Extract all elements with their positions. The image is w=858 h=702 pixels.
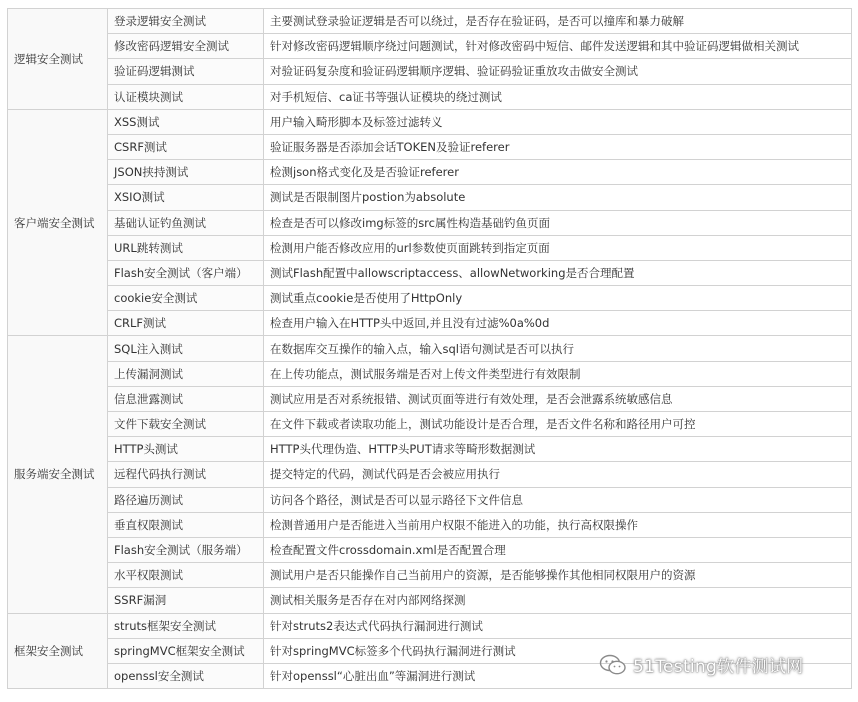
test-description-cell: 针对修改密码逻辑顺序绕过问题测试，针对修改密码中短信、邮件发送逻辑和其中验证码逻辑做相关测试 <box>264 34 852 59</box>
test-item-cell: SQL注入测试 <box>108 336 264 361</box>
table-row <box>8 185 852 210</box>
test-item-cell: URL跳转测试 <box>108 235 264 260</box>
test-item-cell: 认证模块测试 <box>108 84 264 109</box>
test-description-cell: 在文件下载或者读取功能上，测试功能设计是否合理，是否文件名称和路径用户可控 <box>264 412 852 437</box>
test-item-cell: 文件下载安全测试 <box>108 412 264 437</box>
table-row <box>8 462 852 487</box>
test-item-cell: 信息泄露测试 <box>108 386 264 411</box>
category-cell: 服务端安全测试 <box>8 336 108 613</box>
test-description-cell: 在上传功能点，测试服务端是否对上传文件类型进行有效限制 <box>264 361 852 386</box>
test-description-cell: 提交特定的代码，测试代码是否会被应用执行 <box>264 462 852 487</box>
test-item-cell: XSIO测试 <box>108 185 264 210</box>
table-row <box>8 286 852 311</box>
test-item-cell: CSRF测试 <box>108 134 264 159</box>
test-item-cell: Flash安全测试（服务端） <box>108 537 264 562</box>
table-row <box>8 34 852 59</box>
test-description-cell: 对手机短信、ca证书等强认证模块的绕过测试 <box>264 84 852 109</box>
test-description-cell: 在数据库交互操作的输入点，输入sql语句测试是否可以执行 <box>264 336 852 361</box>
test-description-cell: HTTP头代理伪造、HTTP头PUT请求等畸形数据测试 <box>264 437 852 462</box>
test-item-cell: struts框架安全测试 <box>108 613 264 638</box>
test-description-cell: 检测用户能否修改应用的url参数使页面跳转到指定页面 <box>264 235 852 260</box>
security-test-table-wrapper <box>7 8 851 689</box>
table-row <box>8 9 852 34</box>
test-description-cell: 测试Flash配置中allowscriptaccess、allowNetworking是否合理配置 <box>264 260 852 285</box>
table-row <box>8 260 852 285</box>
test-description-cell: 测试应用是否对系统报错、测试页面等进行有效处理，是否会泄露系统敏感信息 <box>264 386 852 411</box>
test-item-cell: cookie安全测试 <box>108 286 264 311</box>
security-test-table <box>7 8 852 689</box>
test-item-cell: 登录逻辑安全测试 <box>108 9 264 34</box>
test-item-cell: 垂直权限测试 <box>108 512 264 537</box>
test-description-cell: 测试相关服务是否存在对内部网络探测 <box>264 588 852 613</box>
table-row <box>8 412 852 437</box>
table-row <box>8 160 852 185</box>
table-row <box>8 437 852 462</box>
test-item-cell: 水平权限测试 <box>108 563 264 588</box>
table-row <box>8 386 852 411</box>
category-cell: 逻辑安全测试 <box>8 9 108 110</box>
test-item-cell: 基础认证钓鱼测试 <box>108 210 264 235</box>
test-description-cell: 测试重点cookie是否使用了HttpOnly <box>264 286 852 311</box>
test-item-cell: 路径遍历测试 <box>108 487 264 512</box>
test-item-cell: XSS测试 <box>108 109 264 134</box>
table-row <box>8 512 852 537</box>
test-item-cell: 验证码逻辑测试 <box>108 59 264 84</box>
watermark <box>599 652 804 677</box>
test-item-cell: 上传漏洞测试 <box>108 361 264 386</box>
test-item-cell: 远程代码执行测试 <box>108 462 264 487</box>
table-row <box>8 336 852 361</box>
test-item-cell: springMVC框架安全测试 <box>108 638 264 663</box>
security-test-table-body <box>8 9 852 689</box>
test-description-cell: 对验证码复杂度和验证码逻辑顺序逻辑、验证码验证重放攻击做安全测试 <box>264 59 852 84</box>
test-item-cell: openssl安全测试 <box>108 663 264 688</box>
test-description-cell: 针对struts2表达式代码执行漏洞进行测试 <box>264 613 852 638</box>
test-description-cell: 测试用户是否只能操作自己当前用户的资源，是否能够操作其他相同权限用户的资源 <box>264 563 852 588</box>
table-row <box>8 537 852 562</box>
test-item-cell: 修改密码逻辑安全测试 <box>108 34 264 59</box>
test-description-cell: 检查用户输入在HTTP头中返回,并且没有过滤%0a%0d <box>264 311 852 336</box>
table-row <box>8 563 852 588</box>
table-row <box>8 210 852 235</box>
test-description-cell: 检测普通用户是否能进入当前用户权限不能进入的功能，执行高权限操作 <box>264 512 852 537</box>
test-item-cell: HTTP头测试 <box>108 437 264 462</box>
test-description-cell: 针对openssl“心脏出血”等漏洞进行测试 <box>264 663 852 688</box>
table-row <box>8 613 852 638</box>
test-description-cell: 检查配置文件crossdomain.xml是否配置合理 <box>264 537 852 562</box>
test-description-cell: 用户输入畸形脚本及标签过滤转义 <box>264 109 852 134</box>
test-description-cell: 针对springMVC标签多个代码执行漏洞进行测试 <box>264 638 852 663</box>
table-row <box>8 84 852 109</box>
table-row <box>8 311 852 336</box>
test-item-cell: CRLF测试 <box>108 311 264 336</box>
test-description-cell: 检查是否可以修改img标签的src属性构造基础钓鱼页面 <box>264 210 852 235</box>
table-row <box>8 361 852 386</box>
table-row <box>8 487 852 512</box>
test-item-cell: JSON挟持测试 <box>108 160 264 185</box>
test-description-cell: 测试是否限制图片postion为absolute <box>264 185 852 210</box>
wechat-icon <box>599 654 627 676</box>
table-row <box>8 109 852 134</box>
table-row <box>8 235 852 260</box>
table-row <box>8 134 852 159</box>
test-description-cell: 主要测试登录验证逻辑是否可以绕过，是否存在验证码，是否可以撞库和暴力破解 <box>264 9 852 34</box>
category-cell: 客户端安全测试 <box>8 109 108 336</box>
table-row <box>8 59 852 84</box>
category-cell: 框架安全测试 <box>8 613 108 689</box>
test-description-cell: 检测json格式变化及是否验证referer <box>264 160 852 185</box>
watermark-text: 51Testing软件测试网 <box>633 657 804 677</box>
test-item-cell: Flash安全测试（客户端） <box>108 260 264 285</box>
test-item-cell: SSRF漏洞 <box>108 588 264 613</box>
test-description-cell: 访问各个路径，测试是否可以显示路径下文件信息 <box>264 487 852 512</box>
table-row <box>8 588 852 613</box>
test-description-cell: 验证服务器是否添加会话TOKEN及验证referer <box>264 134 852 159</box>
